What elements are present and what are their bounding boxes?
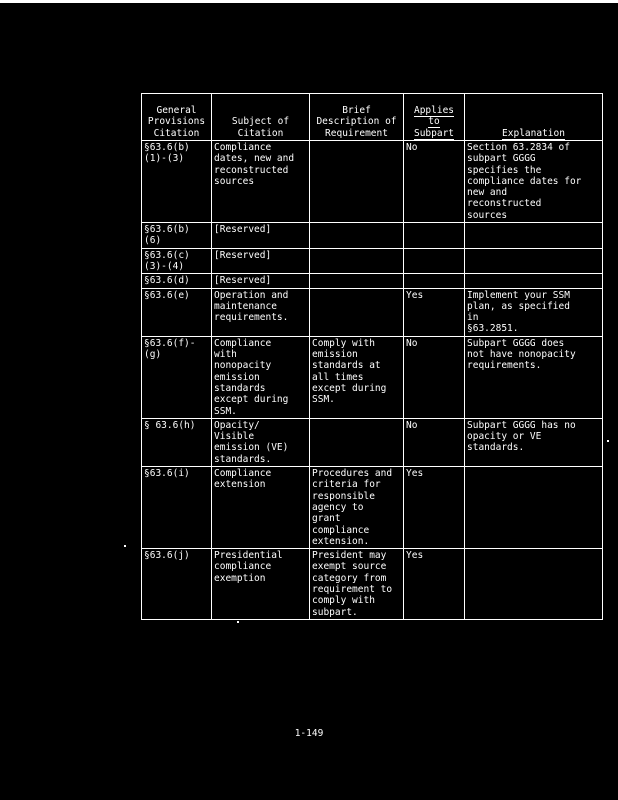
cell-description: President may exempt source category from requirement to comply with subpart. (310, 549, 404, 620)
table-row (142, 418, 603, 466)
cell-description: Procedures and criteria for responsible agency to grant compliance extension. (310, 467, 404, 549)
cell-explanation (465, 274, 603, 288)
cell-citation: §63.6(c) (3)-(4) (142, 248, 212, 274)
cell-applies: Yes (404, 549, 465, 620)
cell-explanation: Subpart GGGG does not have nonopacity requirements. (465, 336, 603, 418)
table-row (142, 549, 603, 620)
cell-applies: Yes (404, 288, 465, 336)
cell-citation: §63.6(j) (142, 549, 212, 620)
cell-explanation: Section 63.2834 of subpart GGGG specifies the compliance dates for new and reconstructed sources (465, 141, 603, 223)
cell-explanation (465, 248, 603, 274)
cell-explanation: Implement your SSM plan, as specified in §63.2851. (465, 288, 603, 336)
cell-applies: Yes (404, 467, 465, 549)
cell-citation: §63.6(b) (6) (142, 223, 212, 249)
page-top-edge (0, 0, 618, 3)
table-row (142, 141, 603, 223)
cell-description (310, 141, 404, 223)
cell-subject: [Reserved] (212, 223, 310, 249)
cell-applies: No (404, 141, 465, 223)
scan-speck (237, 621, 239, 623)
scan-speck (124, 545, 126, 547)
page-number: 1-149 (294, 728, 324, 739)
table-row (142, 223, 603, 249)
cell-applies (404, 248, 465, 274)
header-applies: Applies to Subpart (404, 94, 465, 141)
table-row (142, 274, 603, 288)
cell-description (310, 418, 404, 466)
cell-subject: Opacity/ Visible emission (VE) standards. (212, 418, 310, 466)
cell-description (310, 288, 404, 336)
table-row (142, 336, 603, 418)
cell-subject: Operation and maintenance requirements. (212, 288, 310, 336)
header-explanation: Explanation (465, 94, 603, 141)
cell-applies: No (404, 336, 465, 418)
cell-description: Comply with emission standards at all times except during SSM. (310, 336, 404, 418)
general-provisions-table (141, 93, 603, 620)
cell-subject: [Reserved] (212, 274, 310, 288)
cell-citation: §63.6(e) (142, 288, 212, 336)
cell-subject: Presidential compliance exemption (212, 549, 310, 620)
cell-citation: § 63.6(h) (142, 418, 212, 466)
cell-subject: Compliance extension (212, 467, 310, 549)
cell-citation: §63.6(b) (1)-(3) (142, 141, 212, 223)
cell-applies: No (404, 418, 465, 466)
scan-speck (607, 440, 609, 442)
cell-applies (404, 274, 465, 288)
cell-citation: §63.6(i) (142, 467, 212, 549)
cell-citation: §63.6(f)- (g) (142, 336, 212, 418)
cell-explanation: Subpart GGGG has no opacity or VE standards. (465, 418, 603, 466)
cell-explanation (465, 549, 603, 620)
header-citation: General Provisions Citation (142, 94, 212, 141)
cell-description (310, 223, 404, 249)
table-row (142, 467, 603, 549)
cell-applies (404, 223, 465, 249)
header-subject: Subject of Citation (212, 94, 310, 141)
cell-explanation (465, 223, 603, 249)
cell-citation: §63.6(d) (142, 274, 212, 288)
table-row (142, 248, 603, 274)
cell-description (310, 274, 404, 288)
cell-description (310, 248, 404, 274)
header-description: Brief Description of Requirement (310, 94, 404, 141)
cell-subject: [Reserved] (212, 248, 310, 274)
table-header-row (142, 94, 603, 141)
cell-subject: Compliance dates, new and reconstructed sources (212, 141, 310, 223)
cell-explanation (465, 467, 603, 549)
cell-subject: Compliance with nonopacity emission standards except during SSM. (212, 336, 310, 418)
table-row (142, 288, 603, 336)
